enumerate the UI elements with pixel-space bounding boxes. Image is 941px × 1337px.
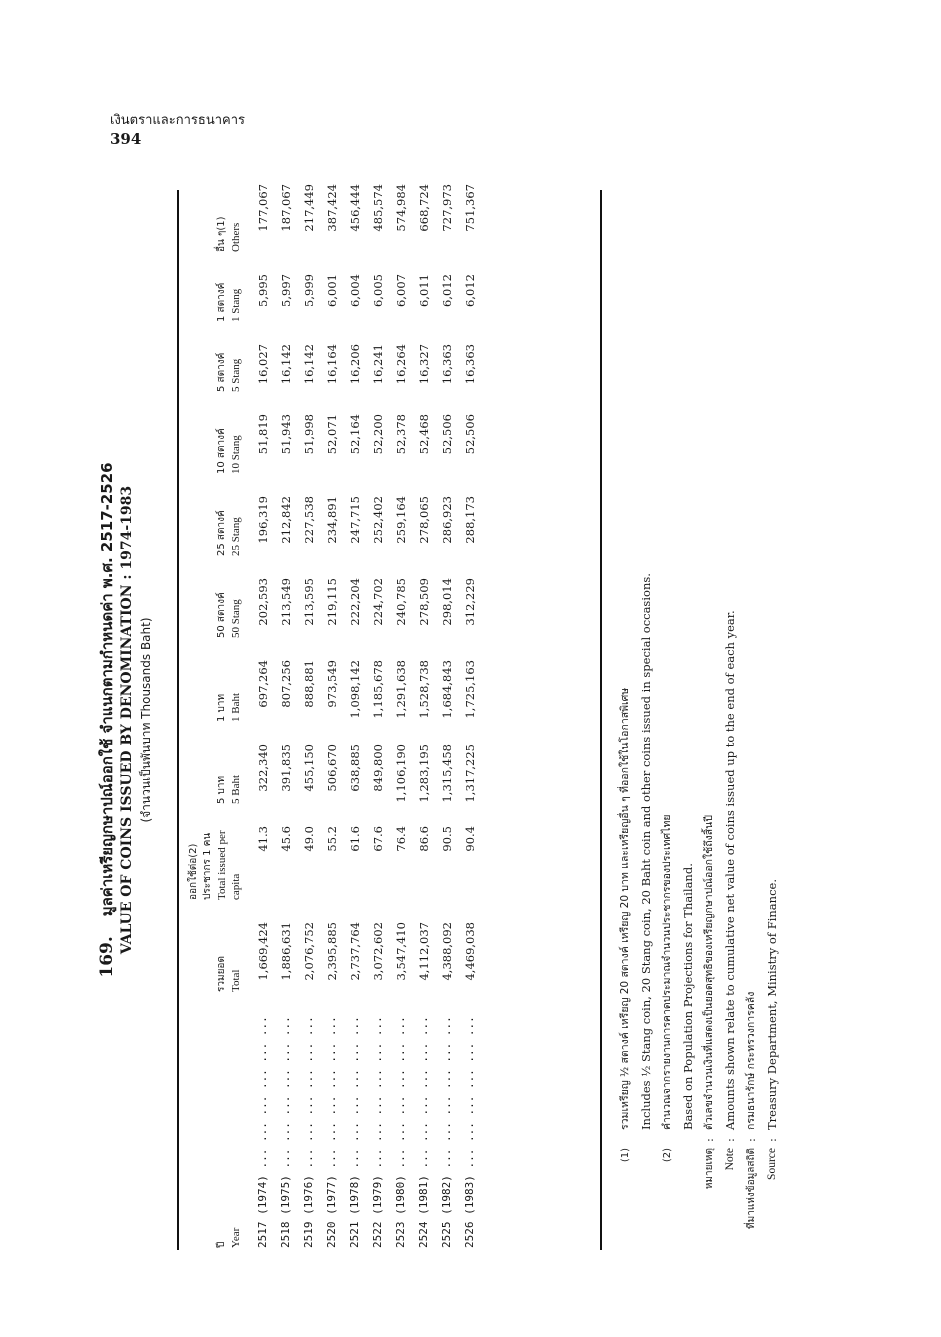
value-cell: 52,164 — [347, 414, 362, 455]
value-cell: 196,319 — [255, 496, 270, 544]
value-cell: 1,684,843 — [439, 660, 454, 719]
value-cell: 6,001 — [324, 274, 339, 307]
value-cell: 5,997 — [278, 274, 293, 307]
value-cell: 973,549 — [324, 660, 339, 708]
value-cell: 259,164 — [393, 496, 408, 544]
column-header-english: 1 Baht — [230, 692, 242, 722]
rotated-table-page — [95, 184, 785, 1250]
year-cell: 2518 (1975) ... ... ... ... ... ... — [279, 1016, 292, 1248]
table-body — [243, 170, 481, 1250]
value-cell: 202,593 — [255, 578, 270, 626]
source-thai: ที่มาแห่งข้อมูลสถิติ : กรมธนารักษ์ กระทรวงการคลัง — [744, 991, 758, 1229]
column-header-thai: 50 สตางค์ — [216, 592, 227, 638]
column-header-1 — [187, 908, 243, 1000]
column-header-thai: ออกใช้ต่อ(2) ประชากร 1 คน — [188, 832, 213, 900]
year-cell: 2520 (1977) ... ... ... ... ... ... — [325, 1016, 338, 1248]
value-cell: 506,670 — [324, 744, 339, 792]
value-cell: 212,842 — [278, 496, 293, 544]
value-cell: 187,067 — [278, 184, 293, 232]
value-cell: 849,800 — [370, 744, 385, 792]
table-row — [297, 170, 320, 1250]
column-header-english: Total — [230, 969, 242, 992]
value-cell: 16,327 — [416, 344, 431, 385]
value-cell: 668,724 — [416, 184, 431, 232]
year-cell: 2517 (1974) ... ... ... ... ... ... — [256, 1016, 269, 1248]
column-header-thai: 1 บาท — [216, 693, 227, 722]
value-cell: 6,011 — [416, 274, 431, 307]
value-cell: 697,264 — [255, 660, 270, 708]
column-header-2 — [187, 812, 243, 908]
value-cell: 286,923 — [439, 496, 454, 544]
value-cell: 61.6 — [347, 826, 362, 852]
value-cell: 16,142 — [301, 344, 316, 385]
column-header-english: Year — [230, 1227, 242, 1248]
footnote-1-label: (1) — [620, 1148, 631, 1163]
table-row — [389, 170, 412, 1250]
value-cell: 1,886,631 — [278, 922, 293, 981]
value-cell: 2,076,752 — [301, 922, 316, 981]
page-header — [110, 112, 245, 148]
value-cell: 90.4 — [462, 826, 477, 852]
year-cell: 2526 (1983) ... ... ... ... ... ... — [463, 1016, 476, 1248]
coins-table — [187, 170, 481, 1250]
table-top-rule — [177, 190, 179, 1250]
column-header-thai: 5 บาท — [216, 775, 227, 804]
column-header-thai: 10 สตางค์ — [216, 428, 227, 474]
title-unit: (จำนวนเป็นพันบาท Thousands Baht) — [139, 617, 153, 823]
year-cell: 2521 (1978) ... ... ... ... ... ... — [348, 1016, 361, 1248]
table-bottom-rule — [600, 190, 602, 1250]
value-cell: 16,363 — [462, 344, 477, 385]
footnote-2-thai: (2) คำนวณจากรายงานการคาดประมาณจำนวนประชากรของประเทศไทย — [657, 190, 678, 1230]
column-header-english: 1 Stang — [230, 288, 242, 322]
table-number: 169. — [97, 936, 117, 978]
value-cell: 55.2 — [324, 826, 339, 852]
value-cell: 234,891 — [324, 496, 339, 544]
value-cell: 51,998 — [301, 414, 316, 455]
table-row — [243, 170, 274, 1250]
value-cell: 76.4 — [393, 826, 408, 852]
value-cell: 213,549 — [278, 578, 293, 626]
column-header-7 — [187, 400, 243, 482]
column-header-english: 5 Baht — [230, 774, 242, 804]
table-row — [366, 170, 389, 1250]
value-cell: 638,885 — [347, 744, 362, 792]
value-cell: 86.6 — [416, 826, 431, 852]
value-cell: 247,715 — [347, 496, 362, 544]
value-cell: 1,315,458 — [439, 744, 454, 803]
page-number: 394 — [110, 130, 142, 148]
year-cell: 2524 (1981) ... ... ... ... ... ... — [417, 1016, 430, 1248]
footnote-1-thai: (1) รวมเหรียญ ½ สตางค์ เหรียญ 20 สตางค์ เหรียญ 20 บาท และเหรียญอื่น ๆ ที่ออกใช้ในโอกาสพิเศษ — [615, 190, 636, 1230]
value-cell: 219,115 — [324, 578, 339, 626]
source-english: Source : Treasury Department, Ministry of Finance. — [765, 879, 779, 1180]
column-header-english: Others — [230, 222, 242, 252]
column-header-english: 25 Stang — [230, 517, 242, 556]
value-cell: 16,164 — [324, 344, 339, 385]
column-header-9 — [187, 260, 243, 330]
year-cell: 2523 (1980) ... ... ... ... ... ... — [394, 1016, 407, 1248]
value-cell: 52,468 — [416, 414, 431, 455]
value-cell: 52,071 — [324, 414, 339, 455]
value-cell: 240,785 — [393, 578, 408, 626]
value-cell: 1,317,225 — [462, 744, 477, 803]
value-cell: 16,363 — [439, 344, 454, 385]
value-cell: 177,067 — [255, 184, 270, 232]
column-header-thai: อื่น ๆ(1) — [216, 216, 227, 252]
value-cell: 52,506 — [439, 414, 454, 455]
value-cell: 16,027 — [255, 344, 270, 385]
value-cell: 2,395,885 — [324, 922, 339, 981]
value-cell: 4,112,037 — [416, 922, 431, 981]
value-cell: 387,424 — [324, 184, 339, 232]
column-header-thai: รวมยอด — [216, 956, 227, 992]
value-cell: 288,173 — [462, 496, 477, 544]
value-cell: 16,241 — [370, 344, 385, 385]
year-cell: 2519 (1976) ... ... ... ... ... ... — [302, 1016, 315, 1248]
table-row — [458, 170, 481, 1250]
value-cell: 1,291,638 — [393, 660, 408, 719]
value-cell: 51,819 — [255, 414, 270, 455]
value-cell: 322,340 — [255, 744, 270, 792]
table-row — [274, 170, 297, 1250]
value-cell: 252,402 — [370, 496, 385, 544]
table-row — [343, 170, 366, 1250]
value-cell: 1,528,738 — [416, 660, 431, 719]
value-cell: 807,256 — [278, 660, 293, 708]
footnote-2-label: (2) — [662, 1148, 673, 1163]
column-header-english: 10 Stang — [230, 435, 242, 474]
value-cell: 16,264 — [393, 344, 408, 385]
value-cell: 278,065 — [416, 496, 431, 544]
value-cell: 1,098,142 — [347, 660, 362, 719]
value-cell: 52,200 — [370, 414, 385, 455]
value-cell: 1,106,190 — [393, 744, 408, 803]
value-cell: 5,999 — [301, 274, 316, 307]
footnotes — [615, 190, 783, 1230]
value-cell: 312,229 — [462, 578, 477, 626]
column-header-5 — [187, 564, 243, 646]
value-cell: 727,973 — [439, 184, 454, 232]
value-cell: 3,072,602 — [370, 922, 385, 981]
table-row — [435, 170, 458, 1250]
value-cell: 278,509 — [416, 578, 431, 626]
column-header-thai: ปี — [216, 1241, 227, 1248]
value-cell: 1,283,195 — [416, 744, 431, 803]
value-cell: 456,444 — [347, 184, 362, 232]
column-header-6 — [187, 482, 243, 564]
note-english: Note : Amounts shown relate to cumulative net value of coins issued up to the end of each year. — [723, 610, 737, 1171]
value-cell: 6,012 — [439, 274, 454, 307]
column-header-english: 5 Stang — [230, 358, 242, 392]
value-cell: 485,574 — [370, 184, 385, 232]
chapter-heading: เงินตราและการธนาคาร — [110, 113, 245, 128]
value-cell: 3,547,410 — [393, 922, 408, 981]
value-cell: 227,538 — [301, 496, 316, 544]
value-cell: 49.0 — [301, 826, 316, 852]
value-cell: 52,378 — [393, 414, 408, 455]
column-header-english: 50 Stang — [230, 599, 242, 638]
column-header-0 — [187, 1000, 243, 1250]
table-row — [412, 170, 435, 1250]
value-cell: 6,004 — [347, 274, 362, 307]
footnote-1-english: Includes ½ Stang coin, 20 Stang coin, 20 Baht coin and other coins issued in special occasions. — [639, 573, 653, 1130]
value-cell: 1,669,424 — [255, 922, 270, 981]
value-cell: 391,835 — [278, 744, 293, 792]
value-cell: 751,367 — [462, 184, 477, 232]
value-cell: 2,737,764 — [347, 922, 362, 981]
value-cell: 16,206 — [347, 344, 362, 385]
column-header-english: Total issued per capita — [216, 830, 242, 900]
table-row — [320, 170, 343, 1250]
title-thai: มูลค่าเหรียญกษาปณ์ออกใช้ จำแนกตามกำหนดค่า พ.ศ. 2517-2526 — [98, 462, 116, 917]
footnote-2-english: Based on Population Projections for Thailand. — [681, 863, 695, 1130]
value-cell: 16,142 — [278, 344, 293, 385]
value-cell: 217,449 — [301, 184, 316, 232]
value-cell: 67.6 — [370, 826, 385, 852]
year-cell: 2525 (1982) ... ... ... ... ... ... — [440, 1016, 453, 1248]
value-cell: 4,469,038 — [462, 922, 477, 981]
note-thai: หมายเหตุ : ตัวเลขจำนวนเงินที่แสดงเป็นยอดสุทธิของเหรียญกษาปณ์ออกใช้ถึงสิ้นปี — [702, 815, 716, 1190]
value-cell: 222,204 — [347, 578, 362, 626]
value-cell: 52,506 — [462, 414, 477, 455]
value-cell: 6,007 — [393, 274, 408, 307]
column-header-4 — [187, 646, 243, 730]
value-cell: 51,943 — [278, 414, 293, 455]
value-cell: 45.6 — [278, 826, 293, 852]
table-header-row — [187, 170, 243, 1250]
value-cell: 1,725,163 — [462, 660, 477, 719]
value-cell: 6,005 — [370, 274, 385, 307]
value-cell: 888,881 — [301, 660, 316, 708]
column-header-10 — [187, 170, 243, 260]
value-cell: 4,388,092 — [439, 922, 454, 981]
column-header-thai: 1 สตางค์ — [216, 282, 227, 322]
value-cell: 6,012 — [462, 274, 477, 307]
value-cell: 213,595 — [301, 578, 316, 626]
value-cell: 455,150 — [301, 744, 316, 792]
value-cell: 298,014 — [439, 578, 454, 626]
value-cell: 5,995 — [255, 274, 270, 307]
value-cell: 224,702 — [370, 578, 385, 626]
column-header-thai: 5 สตางค์ — [216, 352, 227, 392]
column-header-thai: 25 สตางค์ — [216, 510, 227, 556]
value-cell: 41.3 — [255, 826, 270, 852]
year-cell: 2522 (1979) ... ... ... ... ... ... — [371, 1016, 384, 1248]
table-title — [95, 190, 156, 1250]
value-cell: 1,185,678 — [370, 660, 385, 719]
column-header-8 — [187, 330, 243, 400]
value-cell: 574,984 — [393, 184, 408, 232]
column-header-3 — [187, 730, 243, 812]
value-cell: 90.5 — [439, 826, 454, 852]
title-english: VALUE OF COINS ISSUED BY DENOMINATION : 1974-1983 — [119, 485, 135, 955]
